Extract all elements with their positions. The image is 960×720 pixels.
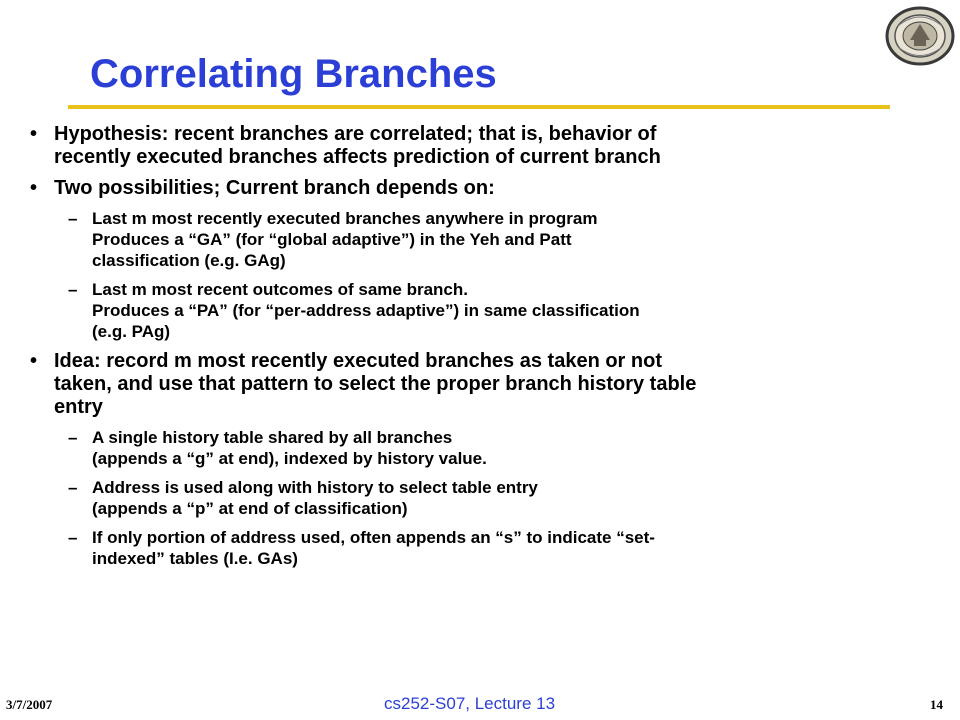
sub-bullet-line: Address is used along with history to select table entry (92, 478, 538, 497)
bullet-idea (30, 350, 930, 419)
sub-bullet-line: indexed” tables (I.e. GAs) (92, 549, 298, 568)
university-seal-logo (884, 6, 956, 66)
sub-bullet-line: Produces a “GA” (for “global adaptive”) in the Yeh and Patt (92, 230, 572, 249)
sub-bullet-line: Produces a “PA” (for “per-address adaptive”) in same classification (92, 301, 640, 320)
sub-bullet-marker: – (68, 428, 78, 447)
sub-bullet-line: Last m most recent outcomes of same branch. (92, 280, 468, 299)
footer-page-number: 14 (930, 697, 943, 712)
bullet-two-possibilities (30, 177, 930, 200)
footer-lecture: cs252-S07, Lecture 13 (384, 694, 556, 713)
bullet-line: Idea: record m most recently executed branches as taken or not (54, 350, 662, 372)
bullet-hypothesis (30, 123, 930, 169)
sub-bullet-marker: – (68, 528, 78, 547)
bullet-line: entry (54, 396, 103, 418)
sub-bullet-line: A single history table shared by all branches (92, 428, 453, 447)
bullet-marker: • (30, 123, 38, 145)
sub-bullet-marker: – (68, 280, 78, 299)
sub-bullet-single-history-table (30, 427, 930, 469)
sub-bullet-address-with-history (30, 477, 930, 519)
sub-bullet-line: If only portion of address used, often appends an “s” to indicate “set- (92, 528, 655, 547)
bullet-marker: • (30, 350, 38, 372)
slide-body (30, 123, 930, 577)
sub-bullet-global-adaptive (30, 208, 930, 271)
bullet-line: recently executed branches affects prediction of current branch (54, 146, 661, 168)
sub-bullet-line: classification (e.g. GAg) (92, 251, 286, 270)
bullet-marker: • (30, 177, 38, 199)
bullet-line: Two possibilities; Current branch depends on: (54, 177, 495, 199)
sub-bullet-line: Last m most recently executed branches anywhere in program (92, 209, 598, 228)
footer-date: 3/7/2007 (6, 697, 53, 712)
sub-bullet-marker: – (68, 209, 78, 228)
title-underline (68, 105, 890, 109)
sub-bullet-line: (appends a “g” at end), indexed by history value. (92, 449, 487, 468)
sub-bullet-line: (appends a “p” at end of classification) (92, 499, 408, 518)
sub-bullet-per-address (30, 279, 930, 342)
sub-bullet-set-indexed (30, 527, 930, 569)
sub-bullet-marker: – (68, 478, 78, 497)
bullet-line: taken, and use that pattern to select the proper branch history table (54, 373, 697, 395)
sub-bullet-line: (e.g. PAg) (92, 322, 171, 341)
slide-title: Correlating Branches (90, 52, 497, 96)
bullet-line: Hypothesis: recent branches are correlated; that is, behavior of (54, 123, 657, 145)
